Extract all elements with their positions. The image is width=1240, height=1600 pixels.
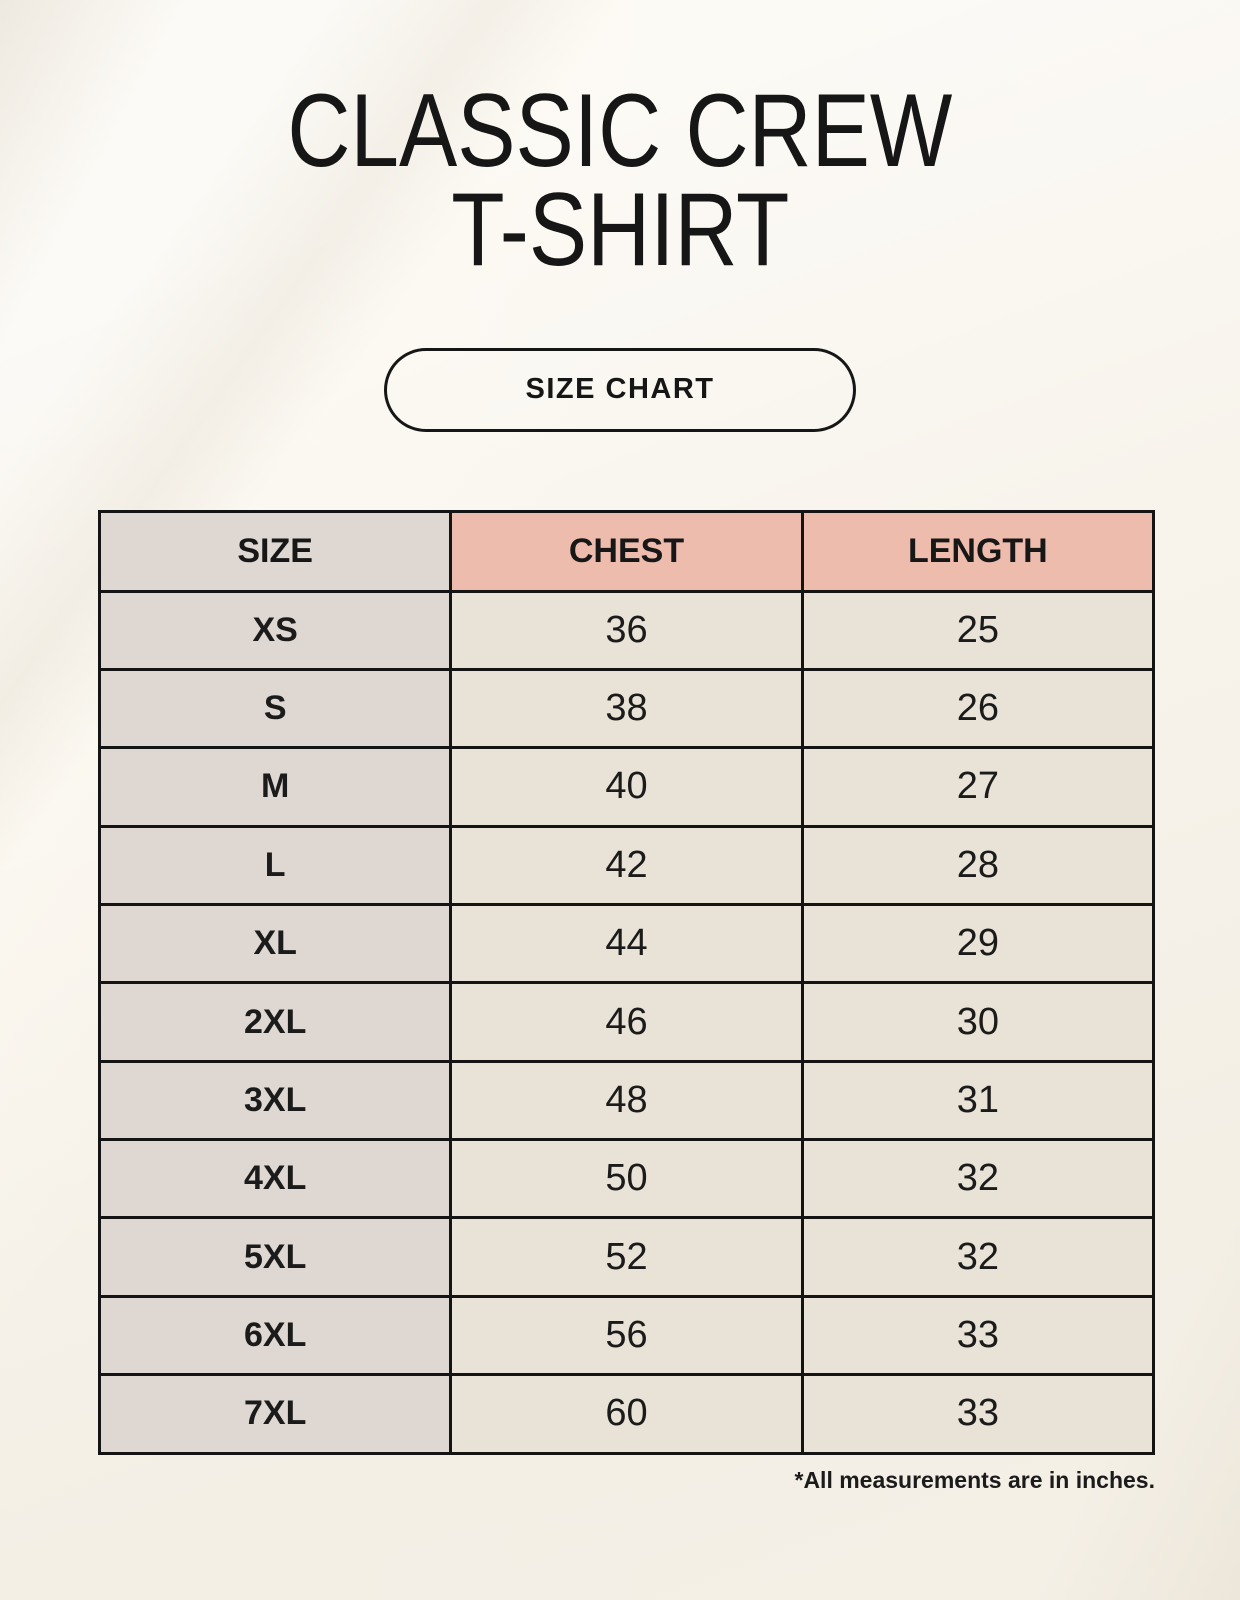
page-title-line2: T-SHIRT — [450, 171, 790, 288]
size-cell: XS — [100, 591, 451, 669]
table-row — [100, 748, 1154, 826]
table-row — [100, 826, 1154, 904]
size-chart-button[interactable] — [384, 348, 856, 432]
size-cell: 7XL — [100, 1375, 451, 1453]
length-cell: 27 — [802, 748, 1153, 826]
table-row — [100, 669, 1154, 747]
table-row — [100, 905, 1154, 983]
length-cell: 30 — [802, 983, 1153, 1061]
size-table — [98, 510, 1155, 1455]
chest-cell: 36 — [451, 591, 802, 669]
length-cell: 33 — [802, 1296, 1153, 1374]
length-cell: 25 — [802, 591, 1153, 669]
chest-cell: 48 — [451, 1061, 802, 1139]
page-title — [0, 0, 1240, 288]
length-cell: 31 — [802, 1061, 1153, 1139]
size-cell: 4XL — [100, 1140, 451, 1218]
chest-cell: 42 — [451, 826, 802, 904]
length-cell: 29 — [802, 905, 1153, 983]
measurements-footnote: *All measurements are in inches. — [794, 1466, 1155, 1493]
chest-cell: 52 — [451, 1218, 802, 1296]
length-cell: 33 — [802, 1375, 1153, 1453]
table-row — [100, 1296, 1154, 1374]
chest-cell: 50 — [451, 1140, 802, 1218]
length-cell: 26 — [802, 669, 1153, 747]
table-row — [100, 591, 1154, 669]
page-title-line1: CLASSIC CREW — [287, 73, 953, 189]
size-cell: 5XL — [100, 1218, 451, 1296]
length-cell: 28 — [802, 826, 1153, 904]
chest-cell: 60 — [451, 1375, 802, 1453]
column-header-size: SIZE — [100, 511, 451, 591]
table-row — [100, 1375, 1154, 1453]
chest-cell: 56 — [451, 1296, 802, 1374]
length-cell: 32 — [802, 1218, 1153, 1296]
size-cell: XL — [100, 905, 451, 983]
size-cell: S — [100, 669, 451, 747]
size-cell: M — [100, 748, 451, 826]
table-row — [100, 1061, 1154, 1139]
size-cell: L — [100, 826, 451, 904]
chest-cell: 46 — [451, 983, 802, 1061]
size-cell: 6XL — [100, 1296, 451, 1374]
size-cell: 2XL — [100, 983, 451, 1061]
table-row — [100, 1218, 1154, 1296]
size-chart-button-label: SIZE CHART — [525, 373, 715, 406]
column-header-chest: CHEST — [451, 511, 802, 591]
chest-cell: 40 — [451, 748, 802, 826]
chest-cell: 38 — [451, 669, 802, 747]
table-row — [100, 1140, 1154, 1218]
table-row — [100, 983, 1154, 1061]
chest-cell: 44 — [451, 905, 802, 983]
length-cell: 32 — [802, 1140, 1153, 1218]
column-header-length: LENGTH — [802, 511, 1153, 591]
size-cell: 3XL — [100, 1061, 451, 1139]
table-header-row — [100, 511, 1154, 591]
